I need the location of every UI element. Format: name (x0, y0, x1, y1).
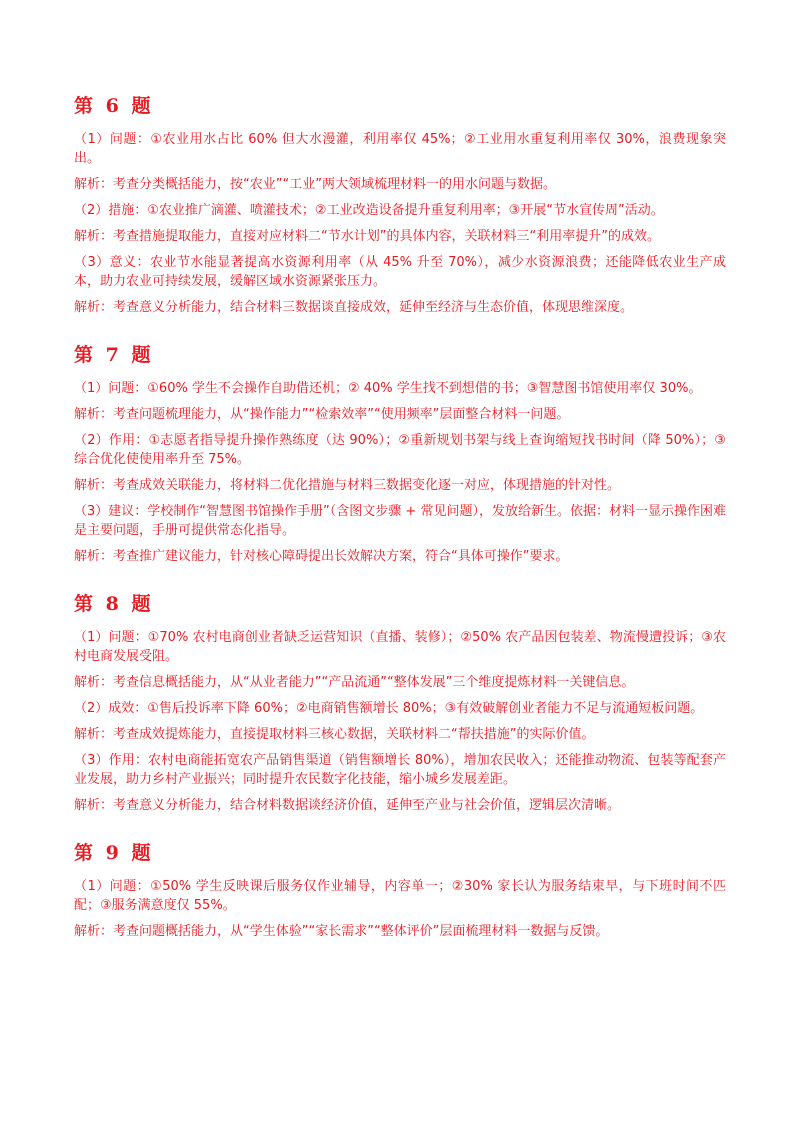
answer-page (74, 94, 726, 948)
answer-paragraph: （2）作用：①志愿者指导提升操作熟练度（达 90%）；②重新规划书架与线上查询缩短找书时间（降 50%）；③综合优化使使用率升至 75%。 (74, 433, 726, 467)
analysis-paragraph: 解析：考查分类概括能力，按“农业”“工业”两大领域梳理材料一的用水问题与数据。 (74, 177, 556, 192)
answer-paragraph: （3）作用：农村电商能拓宽农产品销售渠道（销售额增长 80%），增加农民收入；还能推动物流、包装等配套产业发展，助力乡村产业振兴；同时提升农民数字化技能，缩小城乡发展差距。 (74, 753, 726, 787)
analysis-paragraph: 解析：考查问题概括能力，从“学生体验”“家长需求”“整体评价”层面梳理材料一数据与反馈。 (74, 924, 609, 939)
section-title: 第 7 题 (74, 344, 152, 366)
analysis-paragraph: 解析：考查意义分析能力，结合材料数据谈经济价值，延伸至产业与社会价值，逻辑层次清晰。 (74, 798, 621, 813)
analysis-paragraph: 解析：考查问题梳理能力，从“操作能力”“检索效率”“使用频率”层面整合材料一问题。 (74, 407, 570, 422)
analysis-paragraph: 解析：考查成效提炼能力，直接提取材料三核心数据，关联材料二“帮扶措施”的实际价值。 (74, 727, 595, 742)
answer-paragraph: （2）成效：①售后投诉率下降 60%；②电商销售额增长 80%；③有效破解创业者能力不足与流通短板问题。 (74, 701, 704, 716)
answer-paragraph: （1）问题：①农业用水占比 60% 但大水漫灌，利用率仅 45%；②工业用水重复利用率仅 30%，浪费现象突出。 (74, 132, 726, 166)
analysis-paragraph: 解析：考查措施提取能力，直接对应材料二“节水计划”的具体内容，关联材料三“利用率提升”的成效。 (74, 229, 660, 244)
analysis-paragraph: 解析：考查推广建议能力，针对核心障碍提出长效解决方案，符合“具体可操作”要求。 (74, 549, 569, 564)
section-title: 第 9 题 (74, 842, 152, 864)
answer-paragraph: （1）问题：①60% 学生不会操作自助借还机；② 40% 学生找不到想借的书；③智慧图书馆使用率仅 30%。 (74, 381, 702, 396)
analysis-paragraph: 解析：考查意义分析能力，结合材料三数据谈直接成效，延伸至经济与生态价值，体现思维深度。 (74, 300, 634, 315)
answer-paragraph: （2）措施：①农业推广滴灌、喷灌技术；②工业改造设备提升重复利用率；③开展“节水宣传周”活动。 (74, 203, 664, 218)
answer-paragraph: （3）意义：农业节水能显著提高水资源利用率（从 45% 升至 70%），减少水资源浪费；还能降低农业生产成本，助力农业可持续发展，缓解区域水资源紧张压力。 (74, 255, 726, 289)
section-title: 第 6 题 (74, 95, 152, 117)
answer-paragraph: （1）问题：①70% 农村电商创业者缺乏运营知识（直播、装修）；②50% 农产品因包装差、物流慢遭投诉；③农村电商发展受阻。 (74, 630, 726, 664)
section-q9 (74, 841, 726, 941)
analysis-paragraph: 解析：考查信息概括能力，从“从业者能力”“产品流通”“整体发展”三个维度提炼材料一关键信息。 (74, 675, 635, 690)
answer-paragraph: （1）问题：①50% 学生反映课后服务仅作业辅导，内容单一；②30% 家长认为服务结束早，与下班时间不匹配；③服务满意度仅 55%。 (74, 879, 726, 913)
answer-paragraph: （3）建议：学校制作“智慧图书馆操作手册”（含图文步骤 + 常见问题），发放给新生。依据：材料一显示操作困难是主要问题，手册可提供常态化指导。 (74, 504, 726, 538)
section-q6 (74, 94, 726, 317)
section-q7 (74, 343, 726, 566)
section-title: 第 8 题 (74, 593, 152, 615)
analysis-paragraph: 解析：考查成效关联能力，将材料二优化措施与材料三数据变化逐一对应，体现措施的针对性。 (74, 478, 621, 493)
section-q8 (74, 592, 726, 815)
